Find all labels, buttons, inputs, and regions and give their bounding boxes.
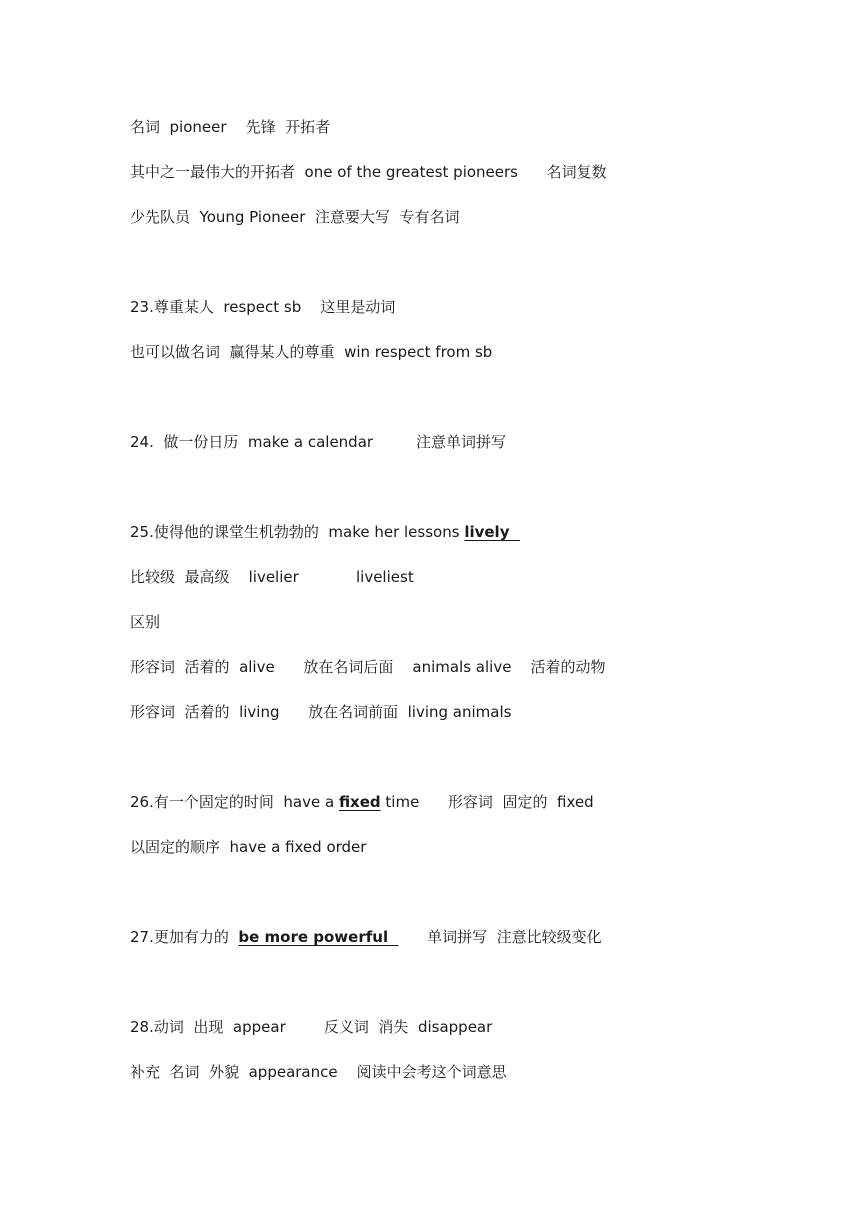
line-text: 27.更加有力的 [130,928,239,946]
text-line-comparatives: 比较级 最高级 livelier liveliest [130,568,414,586]
line-text: 单词拼写 注意比较级变化 [398,928,602,946]
text-line-appearance: 补充 名词 外貌 appearance 阅读中会考这个词意思 [130,1063,507,1081]
text-line-fixed-order: 以固定的顺序 have a fixed order [130,838,367,856]
text-line-23-respect: 23.尊重某人 respect sb 这里是动词 [130,298,396,316]
text-line-26-fixed [130,792,594,812]
text-line-27-powerful [130,927,602,947]
text-line-25-lively [130,522,520,542]
line-text: 26.有一个固定的时间 have a [130,793,339,811]
text-line-28-appear: 28.动词 出现 appear 反义词 消失 disappear [130,1018,493,1036]
text-line-living: 形容词 活着的 living 放在名词前面 living animals [130,703,512,721]
text-line-alive: 形容词 活着的 alive 放在名词后面 animals alive 活着的动物 [130,658,606,676]
text-line-young-pioneer: 少先队员 Young Pioneer 注意要大写 专有名词 [130,208,460,226]
text-line-24-calendar: 24. 做一份日历 make a calendar 注意单词拼写 [130,433,506,451]
text-line-greatest-pioneers: 其中之一最伟大的开拓者 one of the greatest pioneers 名词复数 [130,163,607,181]
text-line-pioneer: 名词 pioneer 先锋 开拓者 [130,118,331,136]
line-text: 25.使得他的课堂生机勃勃的 make her lessons [130,523,465,541]
highlighted-answer: lively [464,523,520,541]
highlighted-answer: fixed [338,793,381,811]
text-line-win-respect: 也可以做名词 赢得某人的尊重 win respect from sb [130,343,493,361]
highlighted-answer: be more powerful [238,928,399,946]
line-text: time 形容词 固定的 fixed [380,793,594,811]
text-line-difference: 区别 [130,613,161,631]
